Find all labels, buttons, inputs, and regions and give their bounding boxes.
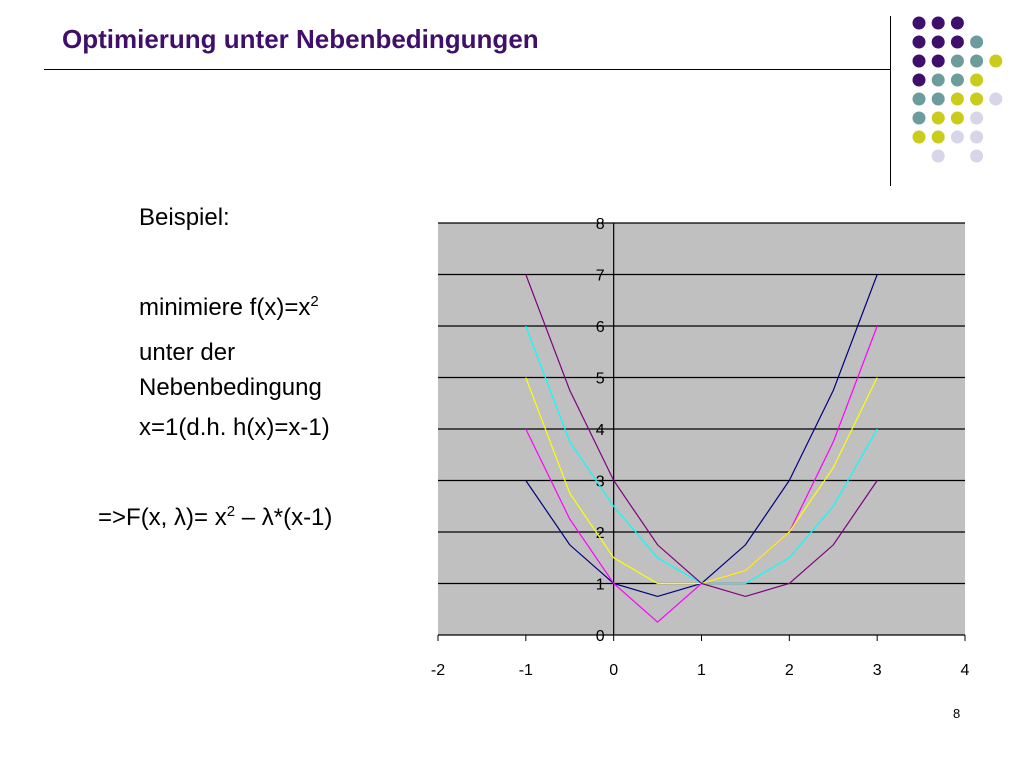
- lagrange-prefix: =>F(x, λ)= x: [98, 504, 227, 531]
- y-tick-label: 3: [595, 473, 605, 491]
- y-tick-label: 7: [595, 267, 605, 285]
- example-label: Beispiel:: [139, 204, 230, 231]
- y-tick-label: 6: [595, 319, 605, 336]
- constraint-line-2: Nebenbedingung: [139, 374, 322, 401]
- y-tick-label: 2: [595, 525, 605, 542]
- x-tick-label: 0: [609, 662, 619, 679]
- minimize-exponent: 2: [310, 293, 319, 310]
- page-number: 8: [953, 706, 961, 721]
- x-tick-label: 1: [697, 662, 706, 679]
- y-tick-label: 4: [595, 422, 605, 439]
- x-tick-label: 4: [960, 662, 970, 679]
- y-tick-label: 5: [595, 370, 605, 388]
- lagrange-suffix: – λ*(x-1): [235, 504, 333, 531]
- constraint-line-3: x=1(d.h. h(x)=x-1): [139, 414, 330, 441]
- minimize-text: minimiere f(x)=x: [139, 294, 311, 321]
- x-tick-label: 3: [872, 662, 882, 679]
- x-tick-label: -1: [518, 662, 533, 679]
- lagrange-exponent: 2: [226, 503, 236, 520]
- y-tick-label: 1: [595, 576, 605, 594]
- x-tick-label: -2: [430, 662, 446, 679]
- x-tick-label: 2: [784, 662, 794, 679]
- slide-title: Optimierung unter Nebenbedingungen: [62, 24, 539, 54]
- y-tick-label: 0: [595, 628, 605, 645]
- constraint-line-1: unter der: [139, 339, 236, 366]
- y-tick-label: 8: [595, 216, 605, 233]
